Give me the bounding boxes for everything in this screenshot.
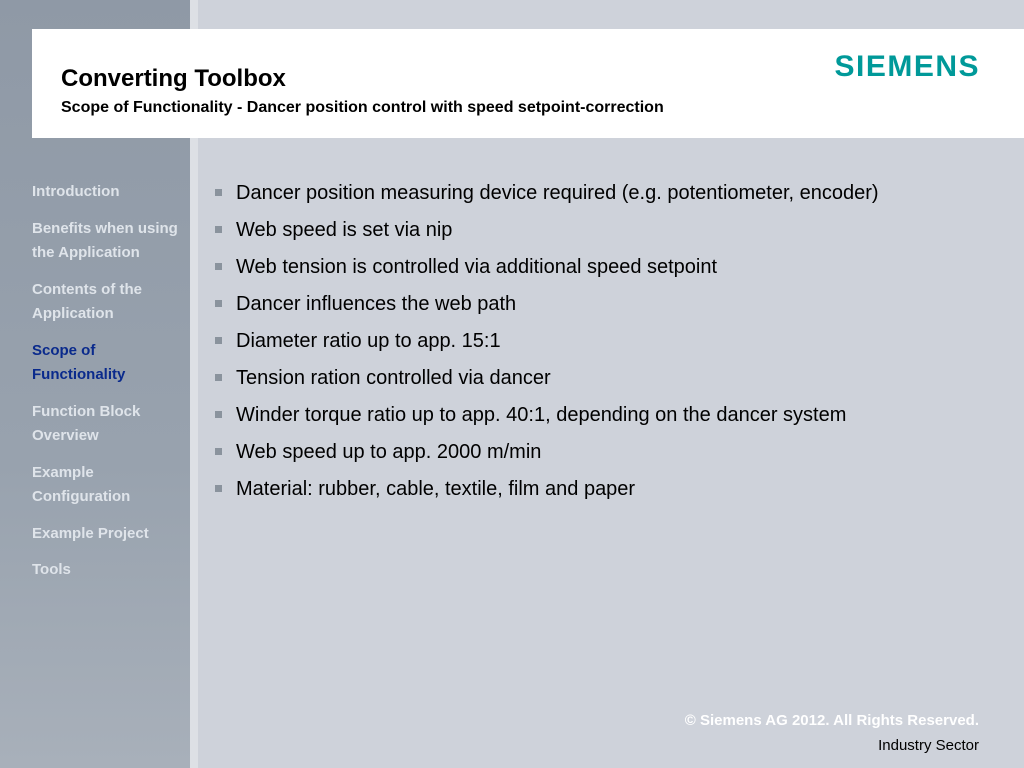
bullet-text: Diameter ratio up to app. 15:1: [236, 330, 501, 352]
list-item: [214, 474, 1014, 511]
nav-item-benefits[interactable]: Benefits when using the Application: [32, 219, 178, 261]
bullet-text: Tension ration controlled via dancer: [236, 367, 551, 389]
square-bullet-icon: [215, 226, 222, 233]
bullet-list: [214, 178, 1014, 511]
bullet-text: Web speed up to app. 2000 m/min: [236, 441, 542, 463]
list-item: [214, 437, 1014, 474]
industry-sector-label: Industry Sector: [878, 737, 979, 754]
page-subtitle: Scope of Functionality - Dancer position control with speed setpoint-correction: [61, 99, 664, 116]
list-item: [214, 289, 1014, 326]
bullet-text: Web tension is controlled via additional speed setpoint: [236, 256, 718, 278]
square-bullet-icon: [215, 374, 222, 381]
nav-item-introduction[interactable]: Introduction: [32, 183, 120, 200]
bullet-text: Material: rubber, cable, textile, film and paper: [236, 478, 636, 500]
list-item: [214, 252, 1014, 289]
section-nav: [32, 180, 182, 595]
square-bullet-icon: [215, 337, 222, 344]
siemens-logo: SIEMENS: [834, 50, 980, 83]
square-bullet-icon: [215, 263, 222, 270]
square-bullet-icon: [215, 448, 222, 455]
square-bullet-icon: [215, 300, 222, 307]
square-bullet-icon: [215, 485, 222, 492]
nav-item-contents[interactable]: Contents of the Application: [32, 280, 142, 322]
list-item: [214, 326, 1014, 363]
bullet-text: Web speed is set via nip: [236, 219, 453, 241]
copyright-notice: © Siemens AG 2012. All Rights Reserved.: [684, 712, 979, 729]
list-item: [214, 178, 1014, 215]
nav-item-example-configuration[interactable]: Example Configuration: [32, 463, 131, 505]
nav-item-example-project[interactable]: Example Project: [32, 524, 149, 542]
list-item: [214, 400, 1014, 437]
slide-header: [32, 29, 1024, 138]
bullet-text: Winder torque ratio up to app. 40:1, depending on the dancer system: [236, 404, 847, 426]
nav-item-scope[interactable]: Scope of Functionality: [32, 341, 126, 383]
square-bullet-icon: [215, 411, 222, 418]
bullet-text: Dancer position measuring device required (e.g. potentiometer, encoder): [236, 182, 879, 204]
page-title: Converting Toolbox: [61, 65, 286, 92]
nav-item-function-block-overview[interactable]: Function Block Overview: [32, 402, 141, 444]
square-bullet-icon: [215, 189, 222, 196]
list-item: [214, 215, 1014, 252]
nav-item-tools[interactable]: Tools: [32, 561, 71, 578]
list-item: [214, 363, 1014, 400]
bullet-text: Dancer influences the web path: [236, 293, 517, 315]
